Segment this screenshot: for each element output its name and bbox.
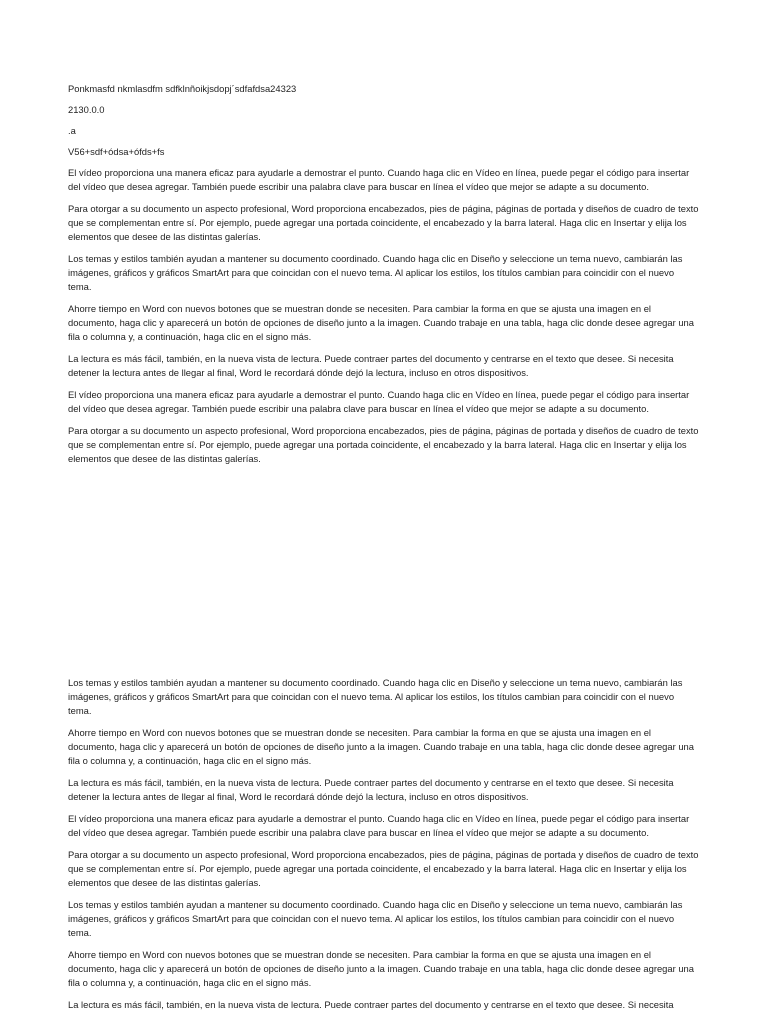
body-paragraph: Los temas y estilos también ayudan a mantener su documento coordinado. Cuando haga clic en Diseño y seleccione un tema nuevo, cambiarán las imágenes, gráficos y gráficos SmartArt para que coincidan con el nuevo tema. Al aplicar los estilos, los títulos cambian para coincidir con el nuevo tema. [68, 899, 683, 938]
header-line: Ponkmasfd nkmlasdfm sdfklnñoikjsdopj´sdfafdsa24323 [68, 83, 297, 94]
body-paragraph: Los temas y estilos también ayudan a mantener su documento coordinado. Cuando haga clic en Diseño y seleccione un tema nuevo, cambiarán las imágenes, gráficos y gráficos SmartArt para que coincidan con el nuevo tema. Al aplicar los estilos, los títulos cambian para coincidir con el nuevo tema. [68, 253, 683, 292]
body-paragraph: El vídeo proporciona una manera eficaz para ayudarle a demostrar el punto. Cuando haga clic en Vídeo en línea, puede pegar el código para insertar del vídeo que desea agregar. También puede escribir una palabra clave para buscar en línea el vídeo que mejor se adapte a su documento. [68, 167, 690, 192]
body-paragraph: Los temas y estilos también ayudan a mantener su documento coordinado. Cuando haga clic en Diseño y seleccione un tema nuevo, cambiarán las imágenes, gráficos y gráficos SmartArt para que coincidan con el nuevo tema. Al aplicar los estilos, los títulos cambian para coincidir con el nuevo tema. [68, 677, 683, 716]
header-line: 2130.0.0 [68, 104, 105, 115]
body-paragraph: La lectura es más fácil, también, en la nueva vista de lectura. Puede contraer partes del documento y centrarse en el texto que desee. Si necesita detener la lectura antes de llegar al final, Word le recordará dónde dejó la lectura, incluso en otros dispositivos. [68, 777, 674, 802]
document-bottom-section [68, 676, 700, 1020]
body-paragraph: Ahorre tiempo en Word con nuevos botones que se muestran donde se necesiten. Para cambiar la forma en que se ajusta una imagen en el documento, haga clic y aparecerá un botón de opciones de diseño junto a la imagen. Cuando trabaje en una tabla, haga clic donde desee agregar una fila o columna y, a continuación, haga clic en el signo más. [68, 303, 694, 342]
header-line: V56+sdf+ódsa+ófds+fs [68, 146, 165, 157]
header-line: .a [68, 125, 76, 136]
body-paragraph: La lectura es más fácil, también, en la nueva vista de lectura. Puede contraer partes del documento y centrarse en el texto que desee. Si necesita detener la lectura antes de llegar al final, Word le recordará dónde dejó la lectura, incluso en otros dispositivos. [68, 353, 674, 378]
body-paragraph: El vídeo proporciona una manera eficaz para ayudarle a demostrar el punto. Cuando haga clic en Vídeo en línea, puede pegar el código para insertar del vídeo que desea agregar. También puede escribir una palabra clave para buscar en línea el vídeo que mejor se adapte a su documento. [68, 813, 690, 838]
body-paragraph: Ahorre tiempo en Word con nuevos botones que se muestran donde se necesiten. Para cambiar la forma en que se ajusta una imagen en el documento, haga clic y aparecerá un botón de opciones de diseño junto a la imagen. Cuando trabaje en una tabla, haga clic donde desee agregar una fila o columna y, a continuación, haga clic en el signo más. [68, 949, 694, 988]
body-paragraph: Para otorgar a su documento un aspecto profesional, Word proporciona encabezados, pies de página, páginas de portada y diseños de cuadro de texto que se complementan entre sí. Por ejemplo, puede agregar una portada coincidente, el encabezado y la barra lateral. Haga clic en Insertar y elija los elementos que desee de las distintas galerías. [68, 425, 699, 464]
body-paragraph: El vídeo proporciona una manera eficaz para ayudarle a demostrar el punto. Cuando haga clic en Vídeo en línea, puede pegar el código para insertar del vídeo que desea agregar. También puede escribir una palabra clave para buscar en línea el vídeo que mejor se adapte a su documento. [68, 389, 690, 414]
body-paragraph: Para otorgar a su documento un aspecto profesional, Word proporciona encabezados, pies de página, páginas de portada y diseños de cuadro de texto que se complementan entre sí. Por ejemplo, puede agregar una portada coincidente, el encabezado y la barra lateral. Haga clic en Insertar y elija los elementos que desee de las distintas galerías. [68, 203, 699, 242]
body-paragraph: Ahorre tiempo en Word con nuevos botones que se muestran donde se necesiten. Para cambiar la forma en que se ajusta una imagen en el documento, haga clic y aparecerá un botón de opciones de diseño junto a la imagen. Cuando trabaje en una tabla, haga clic donde desee agregar una fila o columna y, a continuación, haga clic en el signo más. [68, 727, 694, 766]
body-paragraph: La lectura es más fácil, también, en la nueva vista de lectura. Puede contraer partes del documento y centrarse en el texto que desee. Si necesita [68, 999, 674, 1010]
body-paragraph: Para otorgar a su documento un aspecto profesional, Word proporciona encabezados, pies de página, páginas de portada y diseños de cuadro de texto que se complementan entre sí. Por ejemplo, puede agregar una portada coincidente, el encabezado y la barra lateral. Haga clic en Insertar y elija los elementos que desee de las distintas galerías. [68, 849, 699, 888]
document-top-section [68, 82, 700, 474]
